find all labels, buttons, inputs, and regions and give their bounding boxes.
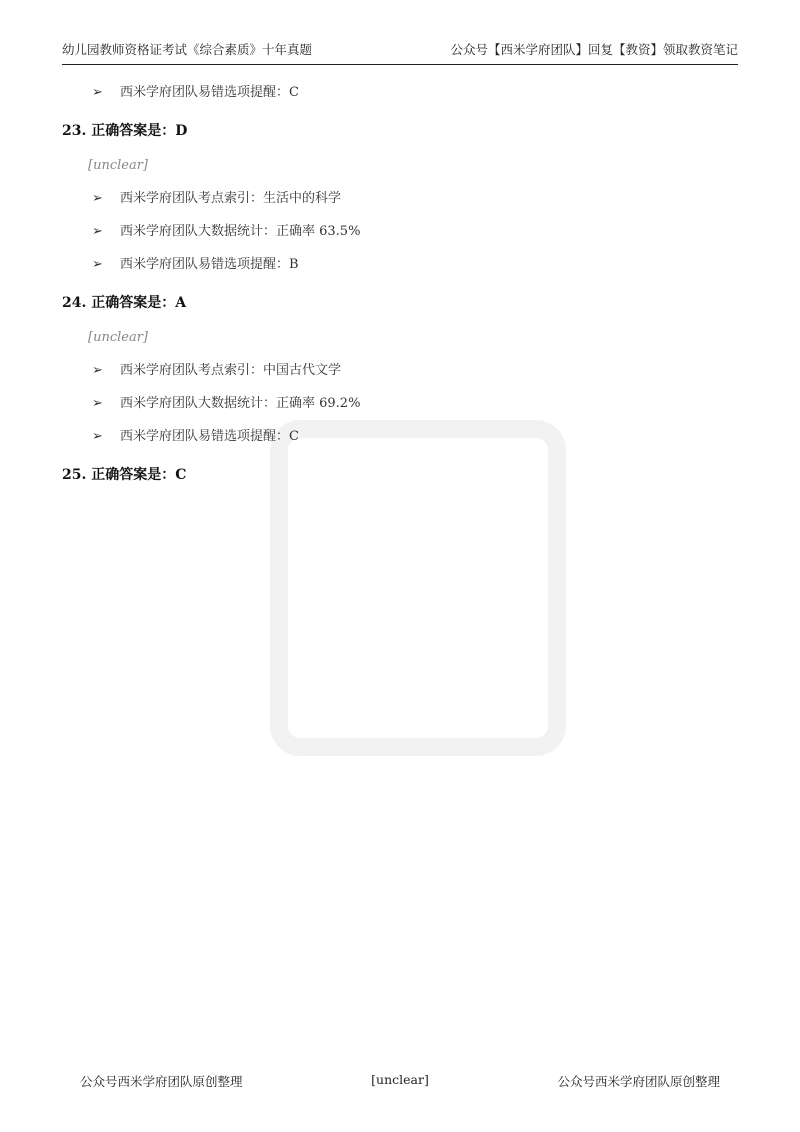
arrow-bullet-icon: ➢ — [92, 191, 103, 206]
footer-right: 公众号西米学府团队原创整理 — [557, 1074, 720, 1089]
q25-answer: 25. 正确答案是：C — [62, 467, 187, 483]
page-header — [62, 38, 738, 65]
bullet-text: 西米学府团队易错选项提醒：C — [120, 85, 299, 100]
bullet-text: 西米学府团队易错选项提醒：B — [120, 257, 299, 272]
arrow-bullet-icon: ➢ — [92, 85, 103, 100]
arrow-bullet-icon: ➢ — [92, 224, 103, 239]
arrow-bullet-icon: ➢ — [92, 396, 103, 411]
bullet-text: 西米学府团队考点索引：生活中的科学 — [120, 191, 342, 206]
q24-analysis: [unclear] — [88, 330, 148, 345]
q24-accuracy — [62, 387, 738, 420]
header-title: 幼儿园教师资格证考试《综合素质》十年真题 — [62, 42, 313, 57]
q23-error-note — [62, 248, 738, 281]
q23-accuracy — [62, 215, 738, 248]
q23-analysis: [unclear] — [88, 158, 148, 173]
arrow-bullet-icon: ➢ — [92, 363, 103, 378]
bullet-text: 西米学府团队易错选项提醒：C — [120, 429, 299, 444]
q24-error-note — [62, 420, 738, 453]
page-content — [62, 76, 738, 493]
page-number: [unclear] — [371, 1072, 429, 1087]
arrow-bullet-icon: ➢ — [92, 257, 103, 272]
q24-knowledge-point — [62, 354, 738, 387]
bullet-text: 西米学府团队大数据统计：正确率 63.5% — [120, 224, 361, 239]
bullet-text: 西米学府团队大数据统计：正确率 69.2% — [120, 396, 361, 411]
bullet-text: 西米学府团队考点索引：中国古代文学 — [120, 363, 342, 378]
arrow-bullet-icon: ➢ — [92, 429, 103, 444]
q24-answer: 24. 正确答案是：A — [62, 295, 187, 311]
header-promo: 公众号【西米学府团队】回复【教资】领取教资笔记 — [450, 42, 738, 57]
q22-error-note — [62, 76, 738, 109]
q23-knowledge-point — [62, 182, 738, 215]
page-footer — [80, 1072, 720, 1092]
footer-left: 公众号西米学府团队原创整理 — [80, 1074, 243, 1089]
q23-answer: 23. 正确答案是：D — [62, 123, 188, 139]
